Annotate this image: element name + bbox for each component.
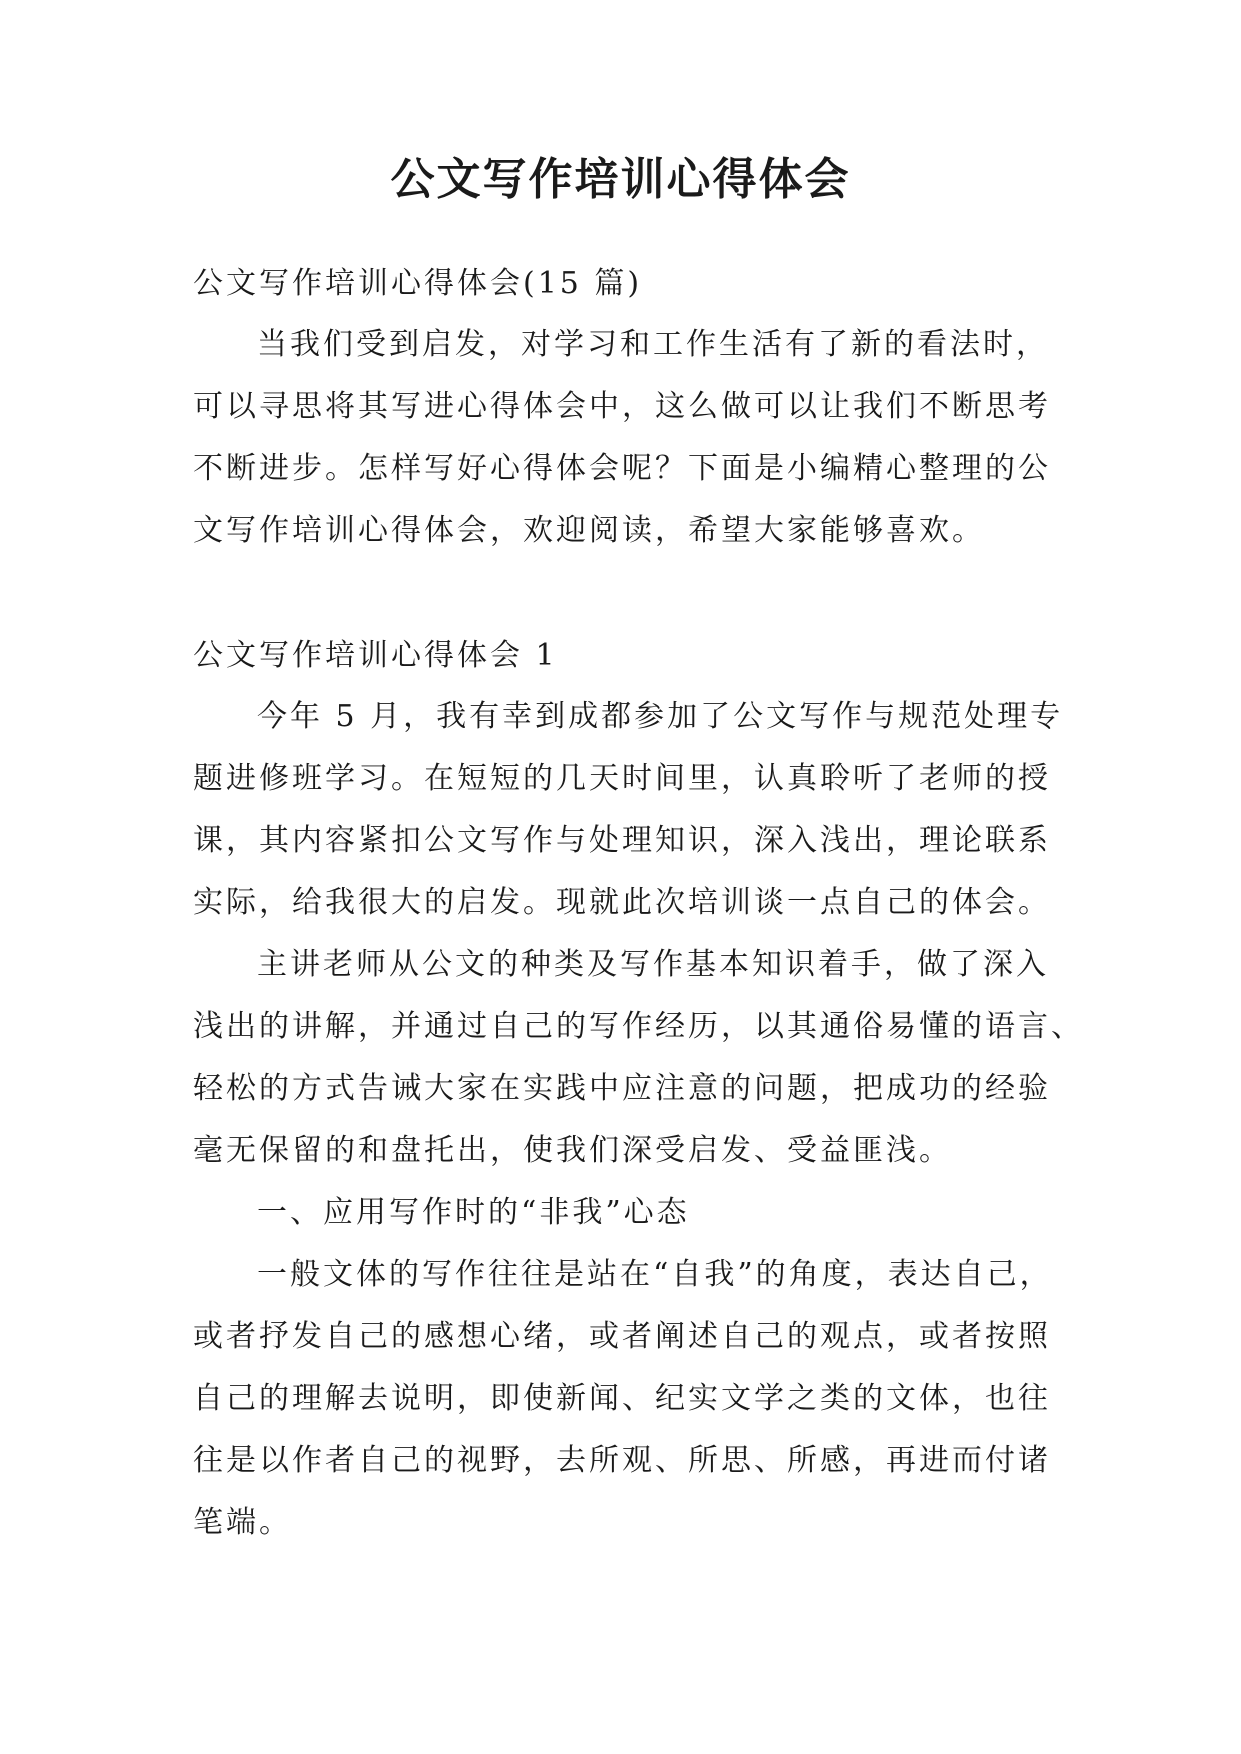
section-line: 浅出的讲解，并通过自己的写作经历，以其通俗易懂的语言、 [193,1009,1084,1044]
section-heading: 公文写作培训心得体会 1 [193,638,558,673]
section-line: 主讲老师从公文的种类及写作基本知识着手，做了深入 [257,947,1049,982]
section-line: 毫无保留的和盘托出，使我们深受启发、受益匪浅。 [193,1133,952,1168]
intro-line: 当我们受到启发，对学习和工作生活有了新的看法时， [257,327,1049,362]
section-line: 自己的理解去说明，即使新闻、纪实文学之类的文体，也往 [193,1381,1051,1416]
section-line: 题进修班学习。在短短的几天时间里，认真聆听了老师的授 [193,761,1051,796]
section-line: 今年 5 月，我有幸到成都参加了公文写作与规范处理专 [257,699,1064,734]
section-line: 或者抒发自己的感想心绪，或者阐述自己的观点，或者按照 [193,1319,1051,1354]
intro-line: 可以寻思将其写进心得体会中，这么做可以让我们不断思考 [193,389,1051,424]
document-title: 公文写作培训心得体会 [390,154,851,205]
document-subtitle: 公文写作培训心得体会(15 篇) [193,266,643,301]
section-line: 实际，给我很大的启发。现就此次培训谈一点自己的体会。 [193,885,1051,920]
intro-line: 文写作培训心得体会，欢迎阅读，希望大家能够喜欢。 [193,513,985,548]
section-line: 轻松的方式告诫大家在实践中应注意的问题，把成功的经验 [193,1071,1051,1106]
section-line: 笔端。 [193,1505,292,1540]
subsection-heading: 一、应用写作时的“非我”心态 [257,1195,690,1230]
intro-line: 不断进步。怎样写好心得体会呢？下面是小编精心整理的公 [193,451,1051,486]
section-line: 课，其内容紧扣公文写作与处理知识，深入浅出，理论联系 [193,823,1051,858]
section-line: 往是以作者自己的视野，去所观、所思、所感，再进而付诸 [193,1443,1051,1478]
section-line: 一般文体的写作往往是站在“自我”的角度，表达自己， [257,1257,1053,1292]
